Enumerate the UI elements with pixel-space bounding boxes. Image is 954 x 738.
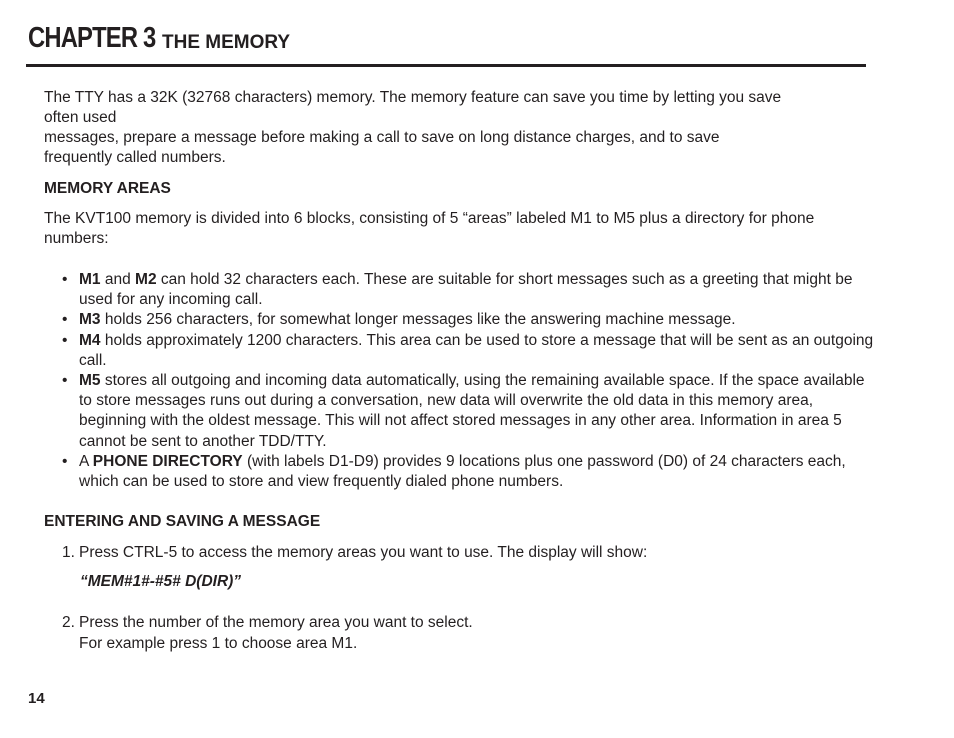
list-item (62, 331, 874, 371)
memory-areas-list (62, 270, 874, 492)
intro-paragraph (44, 88, 874, 168)
display-readout: “MEM#1#-#5# D(DIR)” (80, 573, 242, 590)
bullet: • (62, 271, 68, 288)
area-label: M5 (79, 372, 101, 390)
item-text: can hold 32 characters each. These are suitable for short messages such as a greeting that might be used for any incoming call. (79, 271, 853, 309)
item-text: and (100, 271, 136, 288)
bullet: • (62, 331, 68, 349)
memory-areas-description: The KVT100 memory is divided into 6 blocks, consisting of 5 “areas” labeled M1 to M5 plus a directory for phone numbers: (44, 210, 815, 247)
item-prefix: A (79, 452, 93, 470)
bullet: • (62, 311, 68, 329)
item-text: (with labels D1-D9) provides 9 locations plus one password (D0) of 24 characters each, which can be used to store and view frequently dialed phone numbers. (79, 452, 846, 491)
intro-line-1: The TTY has a 32K (32768 characters) memory. The memory feature can save you time by letting you save (44, 89, 782, 106)
step-2 (62, 612, 862, 654)
item-text: holds approximately 1200 characters. This area can be used to store a message that will be sent as an outgoing call. (79, 331, 874, 369)
memory-areas-heading: MEMORY AREAS (44, 180, 171, 197)
area-label: M2 (135, 271, 157, 288)
step-number: 2. (62, 614, 75, 631)
area-label: M1 (79, 271, 101, 288)
step-text-continued: For example press 1 to choose area M1. (79, 635, 358, 652)
chapter-header (26, 22, 866, 67)
step-1 (62, 542, 862, 563)
entering-heading: ENTERING AND SAVING A MESSAGE (44, 513, 321, 530)
area-label: PHONE DIRECTORY (92, 452, 243, 470)
step-text: Press CTRL-5 to access the memory areas you want to use. The display will show: (79, 544, 648, 561)
item-text: stores all outgoing and incoming data automatically, using the remaining available space. If the space available to store messages runs out during a conversation, new data will overwrite the old data in this memory area, beginning with the oldest message. This will not affect stored messages in any other area. Information in area 5 cannot be sent to another TDD/TTY. (79, 372, 865, 450)
step-number: 1. (62, 544, 75, 561)
step-text: Press the number of the memory area you want to select. (79, 614, 473, 631)
area-label: M3 (79, 311, 101, 329)
page-number: 14 (28, 690, 45, 707)
bullet: • (62, 452, 68, 470)
bullet: • (62, 372, 68, 390)
list-item (62, 452, 874, 492)
list-item (62, 371, 874, 452)
list-item (62, 310, 874, 330)
item-text: holds 256 characters, for somewhat longer messages like the answering machine message. (100, 311, 736, 329)
area-label: M4 (79, 331, 101, 349)
intro-line-2: often used (44, 109, 117, 126)
chapter-title: THE MEMORY (162, 32, 291, 53)
list-item (62, 270, 874, 310)
intro-line-3: messages, prepare a message before making a call to save on long distance charges, and to save (44, 129, 720, 146)
chapter-number: CHAPTER 3 (28, 22, 156, 54)
intro-line-4: frequently called numbers. (44, 149, 226, 166)
